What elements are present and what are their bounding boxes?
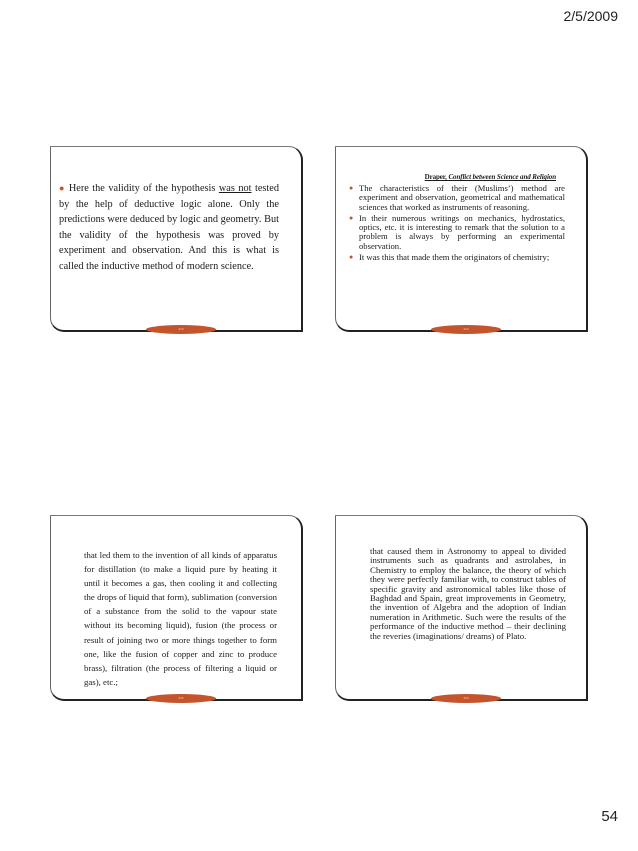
list-item-text: The characteristics of their (Muslims’) method are experiment and observation, geometrical and mathematical sciences that worked as instruments of reasoning. <box>359 183 565 212</box>
list-item <box>349 253 565 262</box>
slide-number-tab: 215 <box>146 694 216 703</box>
header-date: 2/5/2009 <box>563 8 618 24</box>
slide-2-title-author: Draper, <box>424 173 449 181</box>
bullet-icon: ● <box>349 213 354 222</box>
bullet-icon: ● <box>349 184 354 192</box>
slide-1-text-before: Here the validity of the hypothesis <box>68 183 219 194</box>
slide-4-body: that caused them in Astronomy to appeal to divided instruments such as quadrants and astrolabes, in Chemistry to employ the balance, the theory of which they were perfectly familiar with, to construct tables of specific gravity and astronomical tables like those of Baghdad and Spain, great improvements in Geometry, the invention of Algebra and the adoption of Indian numeration in Arithmetic. Such were the results of the performance of the inductive method – their declining the reveries (imaginations/ dreams) of Plato. <box>370 546 566 641</box>
list-item <box>349 184 565 212</box>
list-item <box>349 214 565 251</box>
slide-1-text-after: tested by the help of deductive logic alone. Only the predictions were deduced by logic and geometry. But the validity of the hypothesis was proved by experiment and observation. And this is what is called the inductive method of modern science. <box>59 183 280 272</box>
bullet-icon: ● <box>349 253 354 262</box>
slide-1-text-underlined: was not <box>218 183 252 194</box>
slide-thumbnail-2 <box>335 146 588 332</box>
slide-number-tab: 214 <box>431 325 501 334</box>
list-item-text: It was this that made them the originators of chemistry; <box>359 252 550 263</box>
slide-2-title-work: Conflict between Science and Religion <box>448 173 556 181</box>
slide-number-tab: 213 <box>146 325 216 334</box>
slide-2-title <box>336 173 556 181</box>
slide-thumbnail-1 <box>50 146 303 332</box>
page-number: 54 <box>601 808 618 825</box>
slide-thumbnail-3 <box>50 515 303 701</box>
slide-thumbnail-4 <box>335 515 588 701</box>
slide-1-body <box>59 181 279 275</box>
slide-3-body: that led them to the invention of all kinds of apparatus for distillation (to make a liquid pure by heating it until it becomes a gas, then cooling it and collecting the drops of liquid that form), sublimation (conversion of a substance from the solid to the vapour state without its becoming liquid), fusion (the process or result of joining two or more things together to form one, like the fusion of copper and zinc to produce brass), filtration (the process of filtering a liquid or gas), etc.; <box>84 550 277 687</box>
slide-number-tab: 216 <box>431 694 501 703</box>
bullet-icon: ● <box>59 183 66 193</box>
slide-2-bullet-list <box>349 184 565 264</box>
list-item-text: In their numerous writings on mechanics, hydrostatics, optics, etc. it is interesting to remark that the solution to a problem is always by performing an experimental observation. <box>359 212 565 251</box>
